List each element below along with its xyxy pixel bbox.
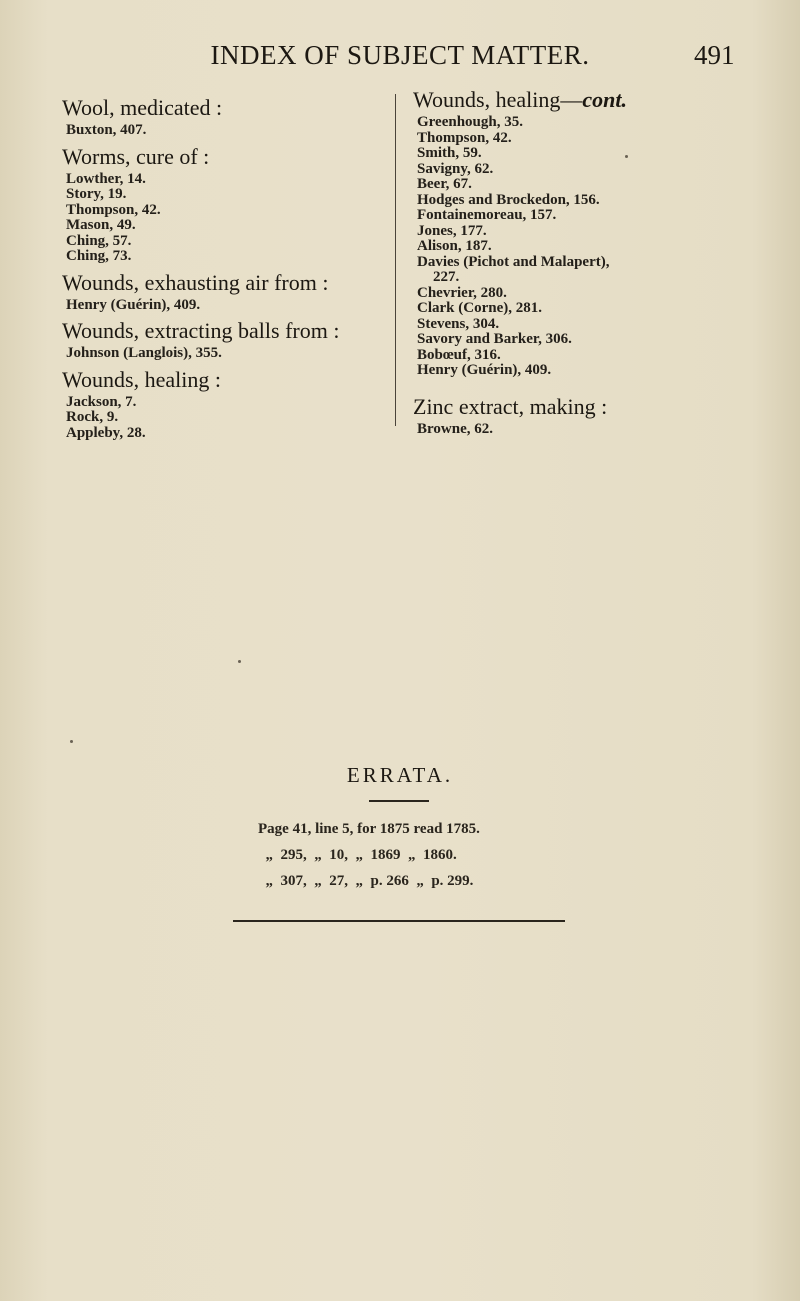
entry-ref: Savory and Barker, 306. bbox=[417, 331, 572, 347]
entry-ref: Beer, 67. bbox=[417, 176, 472, 192]
continued-marker: cont. bbox=[582, 87, 627, 112]
index-entry bbox=[413, 395, 753, 438]
entry-ref: Henry (Guérin), 409. bbox=[417, 362, 552, 378]
entry-refs bbox=[66, 298, 392, 314]
index-entry bbox=[62, 145, 392, 265]
entry-ref: Browne, 62. bbox=[417, 420, 493, 437]
entry-refs bbox=[66, 123, 392, 139]
entry-refs bbox=[66, 346, 392, 362]
index-entry bbox=[413, 88, 753, 379]
entry-ref: Buxton, 407. bbox=[66, 122, 147, 138]
entry-ref: Thompson, 42. bbox=[417, 129, 512, 146]
entry-refs bbox=[66, 395, 392, 442]
entry-ref: Rock, 9. bbox=[66, 409, 119, 425]
paper-speck bbox=[625, 155, 628, 158]
left-column bbox=[62, 96, 392, 447]
right-column bbox=[413, 88, 753, 443]
entry-ref: Mason, 49. bbox=[66, 217, 136, 233]
index-entry bbox=[62, 368, 392, 442]
entry-refs bbox=[66, 172, 392, 265]
entry-heading: Wounds, extracting balls from : bbox=[62, 318, 340, 343]
errata-line: „ 295, „ 10, „ 1869 „ 1860. bbox=[258, 847, 457, 863]
entry-ref: 227. bbox=[433, 269, 460, 285]
errata-line: „ 307, „ 27, „ p. 266 „ p. 299. bbox=[258, 873, 474, 889]
index-entry bbox=[62, 319, 392, 362]
paper-speck bbox=[70, 740, 73, 743]
errata-rule bbox=[369, 800, 429, 802]
entry-ref: Chevrier, 280. bbox=[417, 284, 507, 301]
paper-speck bbox=[238, 660, 241, 663]
entry-heading: Zinc extract, making : bbox=[413, 393, 608, 419]
entry-ref: Alison, 187. bbox=[417, 238, 492, 254]
entry-ref: Greenhough, 35. bbox=[417, 114, 523, 130]
continued-heading: Wounds, healing— bbox=[413, 87, 583, 112]
entry-refs bbox=[417, 422, 753, 438]
column-divider bbox=[395, 94, 396, 426]
errata-title: ERRATA. bbox=[346, 763, 454, 787]
entry-ref: Davies (Pichot and Malapert), bbox=[417, 253, 610, 270]
errata-line: Page 41, line 5, for 1875 read 1785. bbox=[258, 821, 480, 837]
entry-ref: Ching, 73. bbox=[66, 248, 132, 264]
entry-ref: Jones, 177. bbox=[417, 222, 487, 239]
entry-ref: Fontainemoreau, 157. bbox=[417, 207, 557, 223]
entry-heading: Wounds, healing : bbox=[62, 366, 221, 392]
entry-ref: Bobœuf, 316. bbox=[417, 346, 501, 363]
entry-heading bbox=[413, 88, 753, 112]
index-entry bbox=[62, 271, 392, 314]
entry-ref: Hodges and Brockedon, 156. bbox=[417, 191, 600, 208]
entry-heading: Worms, cure of : bbox=[62, 143, 210, 169]
page-number: 491 bbox=[694, 40, 735, 70]
bottom-rule bbox=[233, 920, 565, 922]
entry-heading: Wounds, exhausting air from : bbox=[62, 269, 329, 295]
entry-ref: Johnson (Langlois), 355. bbox=[66, 345, 222, 361]
entry-ref: Stevens, 304. bbox=[417, 315, 500, 332]
entry-heading: Wool, medicated : bbox=[62, 95, 223, 120]
page-title: INDEX OF SUBJECT MATTER. bbox=[210, 40, 590, 70]
entry-ref: Clark (Corne), 281. bbox=[417, 300, 542, 316]
entry-ref: Jackson, 7. bbox=[66, 393, 137, 410]
errata-list bbox=[258, 816, 578, 894]
index-entry bbox=[62, 96, 392, 139]
entry-ref: Savigny, 62. bbox=[417, 160, 494, 177]
entry-ref: Smith, 59. bbox=[417, 145, 482, 161]
entry-ref: Story, 19. bbox=[66, 186, 127, 202]
entry-refs bbox=[417, 115, 753, 379]
entry-ref: Appleby, 28. bbox=[66, 424, 146, 441]
entry-ref: Thompson, 42. bbox=[66, 201, 161, 218]
entry-ref: Ching, 57. bbox=[66, 232, 132, 249]
entry-ref: Henry (Guérin), 409. bbox=[66, 296, 201, 313]
entry-ref: Lowther, 14. bbox=[66, 170, 146, 187]
